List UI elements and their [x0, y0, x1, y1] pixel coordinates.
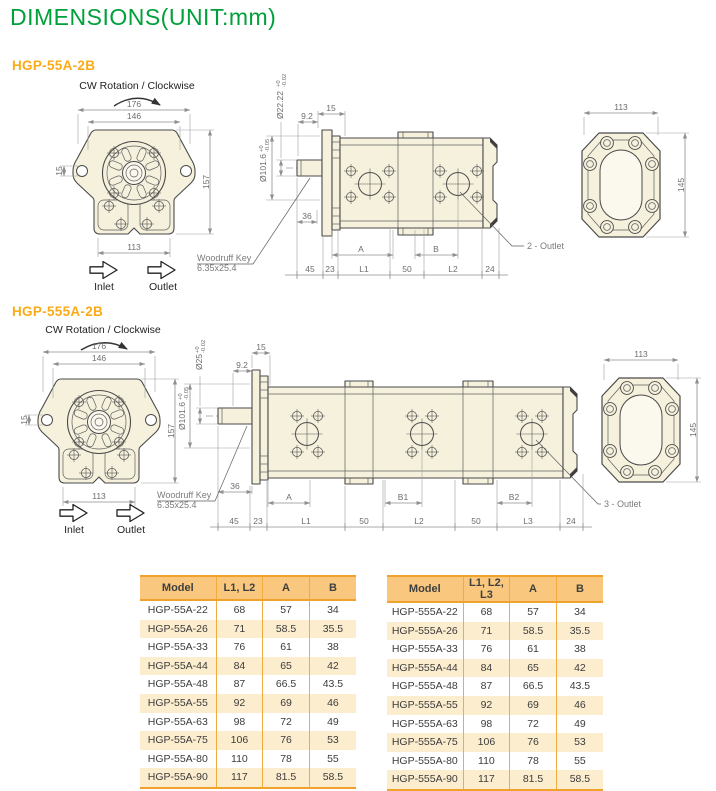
table-cell: HGP-55A-33	[140, 638, 216, 657]
table-cell: 35.5	[556, 622, 603, 641]
table-cell: HGP-55A-63	[140, 713, 216, 732]
table-cell: 106	[463, 733, 510, 752]
outlet-note: 3 - Outlet	[604, 499, 642, 509]
table-cell: HGP-555A-80	[387, 752, 463, 771]
table-cell: 57	[510, 602, 557, 622]
table-cell: HGP-555A-75	[387, 733, 463, 752]
table-cell: HGP-555A-48	[387, 677, 463, 696]
pump-front-view	[73, 130, 195, 234]
table-cell: 106	[216, 731, 263, 750]
dim-label: 145	[676, 177, 686, 193]
dim-label: 176	[126, 99, 142, 109]
table-cell: 69	[263, 694, 310, 713]
table-cell: 34	[327, 604, 339, 616]
svg-text:-0.05: -0.05	[184, 386, 190, 400]
table-cell: 58.5	[510, 622, 557, 641]
table-cell: 84	[463, 659, 510, 678]
column-header: L1, L2, L3	[463, 576, 510, 602]
table-cell: HGP-555A-26	[387, 622, 463, 641]
table-cell: 78	[510, 752, 557, 771]
table-cell: 57	[263, 600, 310, 620]
table-cell: 46	[556, 696, 603, 715]
table-cell: 76	[263, 731, 310, 750]
table-cell: 110	[216, 750, 263, 769]
table-cell: 76	[463, 640, 510, 659]
shaft-diameter-label	[275, 74, 288, 119]
woodruff-key-size: 6.35x25.4	[197, 263, 237, 273]
table-cell: HGP-555A-63	[387, 715, 463, 734]
page-title: DIMENSIONS(UNIT:mm)	[10, 4, 277, 30]
table-cell: 58.5	[309, 768, 356, 788]
table-cell: 76	[510, 733, 557, 752]
table-row	[140, 768, 356, 788]
table-cell: 110	[463, 752, 510, 771]
table-cell: 38	[574, 643, 586, 656]
table-cell: 78	[263, 750, 310, 769]
outlet-label: Outlet	[116, 524, 146, 536]
column-header: A	[510, 576, 557, 602]
svg-text:+0: +0	[276, 80, 282, 87]
table-cell: 58.5	[263, 620, 310, 639]
pilot-diameter-label	[258, 139, 271, 182]
table-hgp-555a	[387, 575, 603, 791]
dim-label: L2	[414, 516, 424, 526]
dim-label: 146	[91, 353, 107, 363]
dim-label: 113	[634, 349, 648, 359]
dim-label: A	[358, 244, 364, 254]
dim-label: 23	[325, 264, 335, 274]
column-header: L1, L2	[216, 576, 263, 600]
outlet-arrow-icon	[117, 505, 144, 522]
column-header: A	[263, 576, 310, 600]
table-row	[387, 640, 603, 659]
table-cell: 81.5	[263, 768, 310, 788]
column-header: B	[309, 576, 356, 600]
table-row	[387, 733, 603, 752]
table-cell: 61	[263, 638, 310, 657]
table-hgp-55a	[140, 575, 356, 789]
dimension-chain	[285, 228, 508, 279]
section-heading-hgp-55a-2b: HGP-55A-2B	[12, 58, 96, 73]
table-cell: HGP-55A-48	[140, 675, 216, 694]
table-row	[387, 696, 603, 715]
table-row	[140, 713, 356, 732]
pump-end-view	[582, 133, 660, 237]
table-cell: 43.5	[322, 678, 344, 691]
table-cell: 61	[510, 640, 557, 659]
header-row	[387, 576, 603, 602]
table-cell: HGP-55A-44	[140, 657, 216, 676]
dim-label: 50	[471, 516, 481, 526]
svg-text:Ø101.6: Ø101.6	[177, 402, 187, 430]
column-header: Model	[387, 576, 463, 602]
dim-label: 176	[91, 341, 107, 351]
dim-label: L1	[301, 516, 311, 526]
woodruff-key-size: 6.35x25.4	[157, 500, 197, 510]
table-cell: 117	[216, 768, 263, 788]
dimension-tables	[0, 575, 716, 787]
table-cell: 38	[327, 641, 339, 654]
svg-text:+0: +0	[178, 393, 184, 400]
table-cell: 65	[510, 659, 557, 678]
dim-label: 36	[302, 211, 312, 221]
table-cell: 66.5	[510, 677, 557, 696]
svg-text:-0.02: -0.02	[201, 339, 207, 353]
svg-text:Ø101.6: Ø101.6	[258, 154, 268, 182]
table-cell: 68	[216, 600, 263, 620]
dim-label: 113	[92, 491, 106, 501]
dim-label: A	[286, 492, 292, 502]
table-cell: 55	[574, 754, 586, 767]
shaft-diameter-label	[194, 340, 207, 370]
table-row	[140, 620, 356, 639]
woodruff-key-label: Woodruff Key	[157, 490, 212, 500]
table-cell: 81.5	[510, 770, 557, 790]
table-row	[387, 677, 603, 696]
pilot-diameter-label	[177, 387, 190, 430]
table-row	[387, 602, 603, 622]
svg-text:Ø25: Ø25	[194, 353, 204, 371]
inlet-label: Inlet	[94, 281, 114, 293]
dim-label: 15	[19, 415, 29, 425]
svg-text:-0.02: -0.02	[282, 73, 288, 87]
table-cell: HGP-55A-80	[140, 750, 216, 769]
dim-label: B	[433, 244, 439, 254]
column-header: Model	[140, 576, 216, 600]
dim-label: 9.2	[236, 360, 248, 370]
table-cell: 87	[463, 677, 510, 696]
dim-label: 9.2	[301, 111, 313, 121]
drawing-hgp-555a-2b	[0, 322, 716, 542]
table-cell: 69	[510, 696, 557, 715]
pump-side-view	[206, 370, 577, 484]
table-cell: 58.5	[556, 770, 603, 790]
svg-text:-0.05: -0.05	[265, 138, 271, 152]
dim-label: 24	[485, 264, 495, 274]
table-cell: 65	[263, 657, 310, 676]
table-cell: 68	[463, 602, 510, 622]
dim-label: L1	[359, 264, 369, 274]
table-cell: 49	[574, 717, 586, 730]
dim-label: 157	[201, 174, 211, 190]
dim-label: 15	[256, 342, 266, 352]
table-row	[140, 600, 356, 620]
table-cell: 72	[263, 713, 310, 732]
table-cell: HGP-555A-22	[387, 602, 463, 622]
rotation-label: CW Rotation / Clockwise	[45, 324, 161, 336]
inlet-arrow-icon	[90, 262, 117, 279]
dim-label: 15	[326, 103, 336, 113]
table-cell: 72	[510, 715, 557, 734]
table-cell: 66.5	[263, 675, 310, 694]
outlet-label: Outlet	[148, 281, 178, 293]
dim-label: 36	[230, 481, 240, 491]
table-cell: HGP-555A-44	[387, 659, 463, 678]
dim-label: 146	[126, 111, 142, 121]
dim-label: 50	[359, 516, 369, 526]
table-row	[140, 638, 356, 657]
dim-label: 23	[253, 516, 263, 526]
section-heading-hgp-555a-2b: HGP-555A-2B	[12, 304, 104, 319]
table-cell: HGP-55A-90	[140, 768, 216, 788]
table-cell: 49	[327, 715, 339, 728]
table-cell: 55	[327, 752, 339, 765]
table-cell: HGP-555A-55	[387, 696, 463, 715]
svg-text:+0: +0	[195, 346, 201, 353]
dim-label: 45	[229, 516, 239, 526]
dim-label: 45	[305, 264, 315, 274]
pump-front-view	[38, 379, 160, 483]
table-cell: HGP-55A-55	[140, 694, 216, 713]
table-cell: HGP-555A-90	[387, 770, 463, 790]
inlet-arrow-icon	[60, 505, 87, 522]
table-cell: 117	[463, 770, 510, 790]
dim-label: 15	[54, 166, 64, 176]
table-cell: 34	[574, 606, 586, 618]
table-cell: HGP-555A-33	[387, 640, 463, 659]
outlet-arrow-icon	[148, 262, 175, 279]
table-cell: 42	[556, 659, 603, 678]
dim-label: B2	[508, 492, 520, 502]
dim-label: 24	[566, 516, 576, 526]
pump-side-view	[286, 130, 497, 236]
rotation-label: CW Rotation / Clockwise	[79, 80, 195, 92]
table-cell: 92	[463, 696, 510, 715]
table-cell: 46	[309, 694, 356, 713]
dimension-chain	[210, 474, 592, 531]
table-cell: 53	[556, 733, 603, 752]
dim-label: L2	[448, 264, 458, 274]
inlet-label: Inlet	[64, 524, 84, 536]
table-cell: 92	[216, 694, 263, 713]
table-cell: 98	[216, 713, 263, 732]
drawing-hgp-55a-2b	[0, 73, 716, 303]
table-cell: 98	[463, 715, 510, 734]
table-row	[387, 715, 603, 734]
table-cell: 87	[216, 675, 263, 694]
table-cell: HGP-55A-22	[140, 600, 216, 620]
table-cell: 43.5	[569, 680, 591, 693]
table-row	[140, 657, 356, 676]
dim-label: 113	[614, 102, 628, 112]
svg-text:+0: +0	[259, 145, 265, 152]
table-row	[140, 675, 356, 694]
svg-text:Ø22.22: Ø22.22	[275, 91, 285, 119]
table-cell: 84	[216, 657, 263, 676]
dim-label: 145	[688, 422, 698, 438]
table-cell: 53	[309, 731, 356, 750]
table-row	[387, 622, 603, 641]
table-row	[140, 694, 356, 713]
table-cell: 71	[216, 620, 263, 639]
table-cell: HGP-55A-75	[140, 731, 216, 750]
woodruff-key-label: Woodruff Key	[197, 253, 252, 263]
table-cell: 76	[216, 638, 263, 657]
table-row	[387, 659, 603, 678]
table-row	[140, 750, 356, 769]
table-cell: HGP-55A-26	[140, 620, 216, 639]
dim-label: 50	[402, 264, 412, 274]
table-cell: 35.5	[309, 620, 356, 639]
dim-label: L3	[523, 516, 533, 526]
column-header: B	[556, 576, 603, 602]
table-cell: 42	[309, 657, 356, 676]
table-cell: 71	[463, 622, 510, 641]
dim-label: 157	[166, 423, 176, 439]
dim-label: 113	[127, 242, 141, 252]
table-row	[387, 752, 603, 771]
header-row	[140, 576, 356, 600]
pump-end-view	[602, 378, 680, 482]
table-row	[140, 731, 356, 750]
dim-label: B1	[397, 492, 409, 502]
outlet-note: 2 - Outlet	[527, 241, 565, 251]
